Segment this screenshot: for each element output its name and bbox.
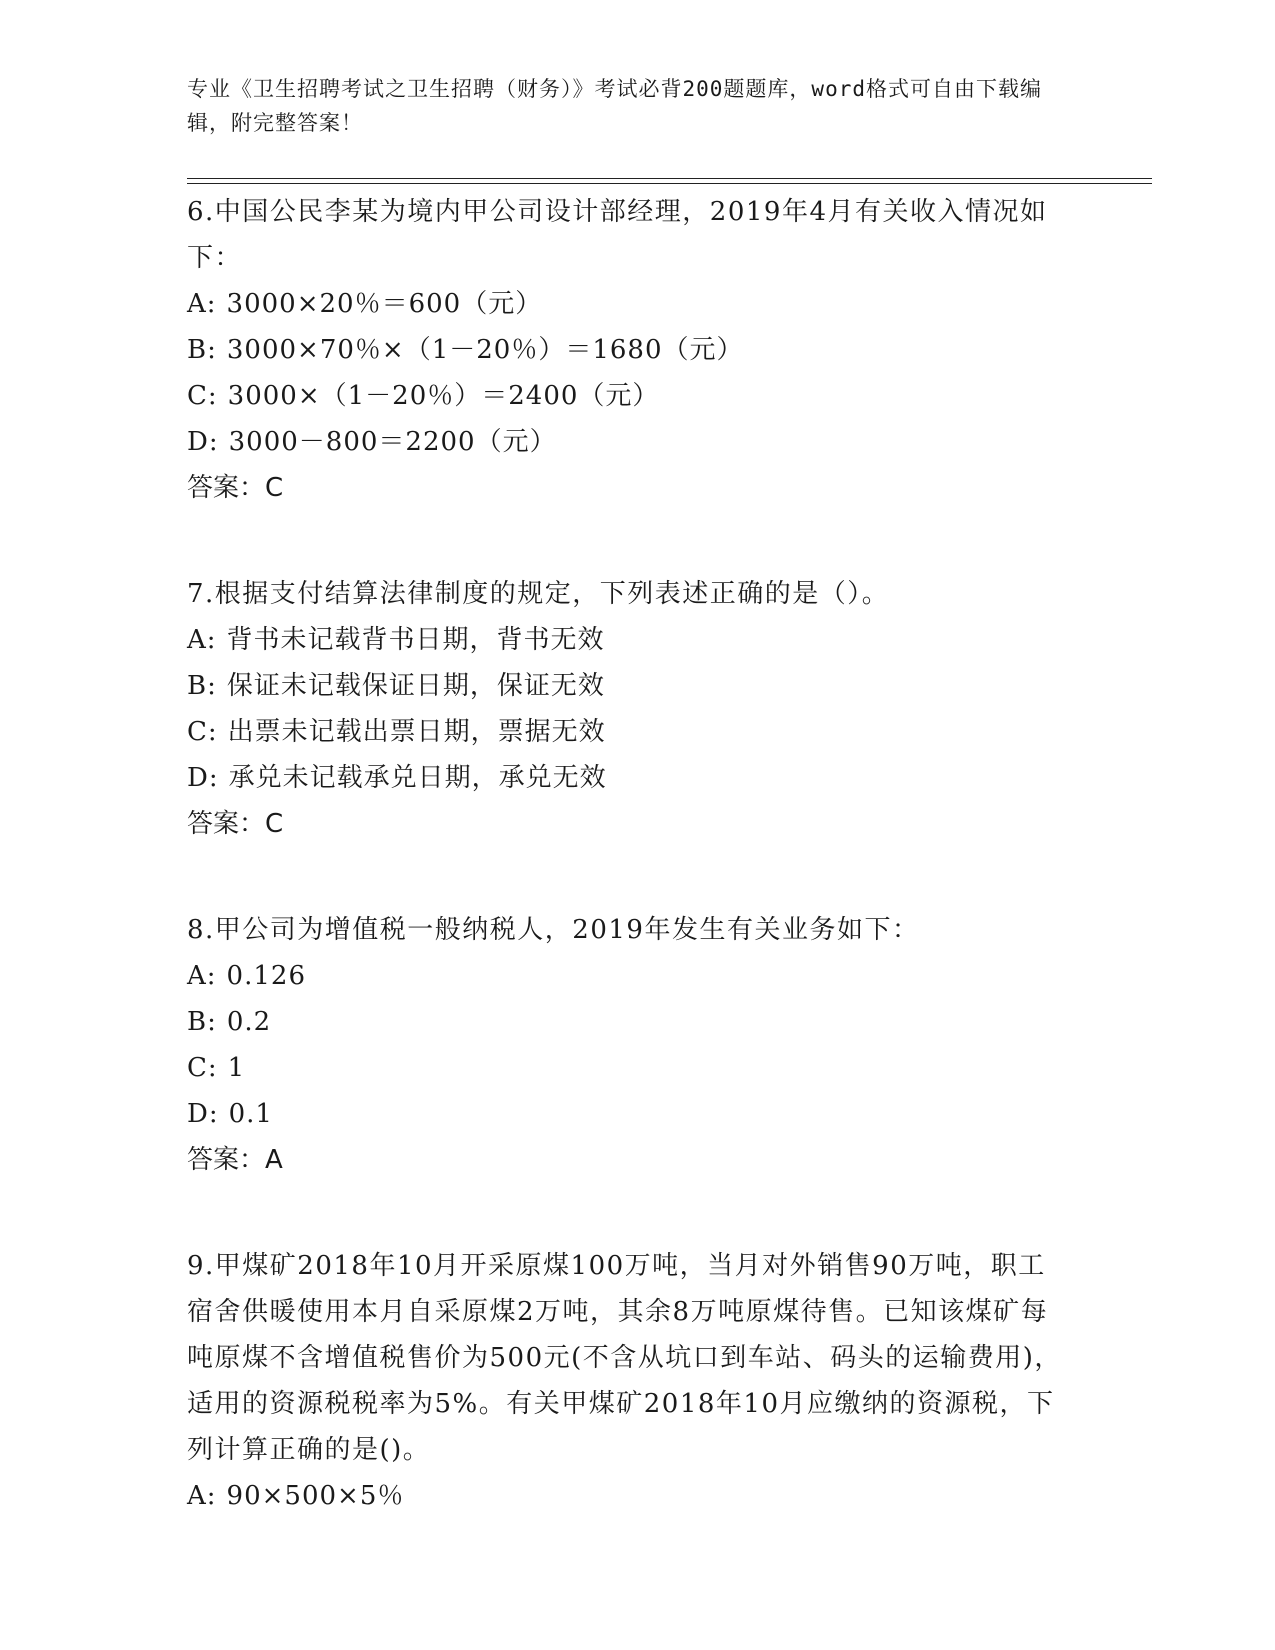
option-text: 0.1 (228, 1099, 273, 1129)
answer-line: 答案：A (187, 1145, 283, 1175)
option-key: A: (187, 289, 217, 319)
question-9 (187, 1243, 1087, 1519)
option-d (187, 755, 1087, 801)
option-key: C: (187, 717, 218, 747)
option-text: 0.2 (226, 1007, 272, 1037)
option-key: A: (187, 961, 217, 991)
question-6 (187, 189, 1087, 511)
option-key: D: (187, 427, 219, 457)
question-stem: 6.中国公民李某为境内甲公司设计部经理，2019年4月有关收入情况如下： (187, 197, 1048, 273)
option-text: 背书未记载背书日期，背书无效 (226, 625, 605, 655)
option-b (187, 327, 1087, 373)
option-text: 90×500×5％ (226, 1481, 405, 1511)
option-text: 0.126 (226, 961, 306, 991)
option-key: D: (187, 763, 219, 793)
question-stem: 8.甲公司为增值税一般纳税人，2019年发生有关业务如下： (187, 915, 920, 945)
answer-line: 答案：C (187, 473, 284, 503)
option-c (187, 709, 1087, 755)
question-stem: 7.根据支付结算法律制度的规定，下列表述正确的是（）。 (187, 579, 890, 609)
option-key: A: (187, 1481, 217, 1511)
header-divider-top (187, 178, 1152, 179)
option-key: C: (187, 1053, 218, 1083)
option-b (187, 999, 1087, 1045)
option-key: B: (187, 335, 217, 365)
answer-line: 答案：C (187, 809, 284, 839)
option-a (187, 1473, 1087, 1519)
document-header: 专业《卫生招聘考试之卫生招聘（财务）》考试必背200题题库，word格式可自由下载编辑，附完整答案！ (187, 77, 1042, 135)
option-text: 1 (227, 1053, 246, 1083)
option-key: A: (187, 625, 217, 655)
option-b (187, 663, 1087, 709)
question-spacer (187, 847, 1087, 907)
option-text: 3000－800＝2200（元） (228, 427, 557, 457)
question-8 (187, 907, 1087, 1183)
option-c (187, 1045, 1087, 1091)
header-divider-bottom (187, 183, 1152, 184)
option-key: D: (187, 1099, 219, 1129)
option-a (187, 953, 1087, 999)
option-c (187, 373, 1087, 419)
option-key: C: (187, 381, 218, 411)
option-text: 3000×70％×（1－20％）＝1680（元） (226, 335, 744, 365)
option-key: B: (187, 671, 217, 701)
option-text: 出票未记载出票日期，票据无效 (227, 717, 606, 747)
question-list (187, 189, 1087, 1519)
question-7 (187, 571, 1087, 847)
option-d (187, 419, 1087, 465)
option-a (187, 281, 1087, 327)
option-text: 3000×20％＝600（元） (226, 289, 543, 319)
question-spacer (187, 511, 1087, 571)
question-stem: 9.甲煤矿2018年10月开采原煤100万吨，当月对外销售90万吨，职工宿舍供暖使用本月自采原煤2万吨，其余8万吨原煤待售。已知该煤矿每吨原煤不含增值税售价为500元(不含从坑口到车站、码头的运输费用)，适用的资源税税率为5%。有关甲煤矿2018年10月应缴纳的资源税，下列计算正确的是()。 (187, 1251, 1062, 1465)
option-a (187, 617, 1087, 663)
option-text: 3000×（1－20％）＝2400（元） (227, 381, 660, 411)
option-d (187, 1091, 1087, 1137)
question-spacer (187, 1183, 1087, 1243)
option-text: 保证未记载保证日期，保证无效 (226, 671, 605, 701)
option-text: 承兑未记载承兑日期，承兑无效 (228, 763, 607, 793)
option-key: B: (187, 1007, 217, 1037)
